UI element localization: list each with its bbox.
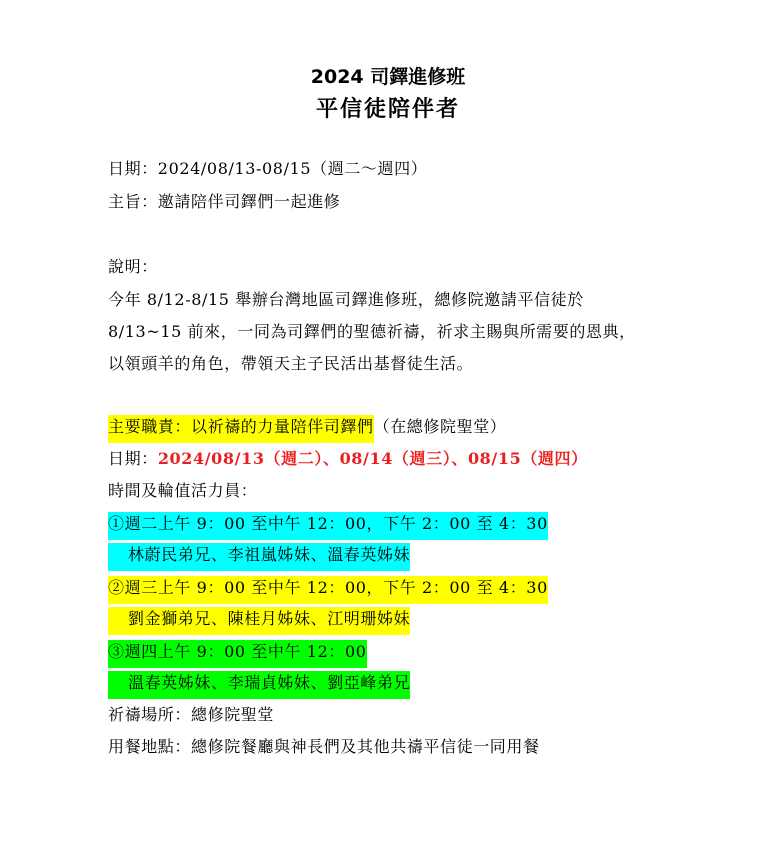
schedule-slot-3-time <box>108 640 367 668</box>
description-label: 說明： <box>108 257 158 276</box>
dates-label: 日期： <box>108 449 158 468</box>
schedule-slot-2-time-text: ②週三上午 9：00 至中午 12：00，下午 2：00 至 4：30 <box>108 576 548 604</box>
schedule-slot-1-time-text: ①週二上午 9：00 至中午 12：00，下午 2：00 至 4：30 <box>108 512 548 540</box>
schedule-slot-2-people <box>108 607 410 635</box>
schedule-slot-3-time-text: ③週四上午 9：00 至中午 12：00 <box>108 640 367 668</box>
prayer-place: 祈禱場所：總修院聖堂 <box>108 705 275 724</box>
schedule-slot-2-people-text: 劉金獅弟兄、陳桂月姊妹、江明珊姊妹 <box>108 607 410 635</box>
description-line-3: 以領頭羊的角色，帶領天主子民活出基督徒生活。 <box>108 354 474 373</box>
schedule-slot-3-people-text: 溫春英姊妹、李瑞貞姊妹、劉亞峰弟兄 <box>108 671 410 699</box>
header-purpose: 主旨：邀請陪伴司鐸們一起進修 <box>108 192 341 211</box>
duty-location: （在總修院聖堂） <box>373 417 507 436</box>
dates-line <box>108 449 588 469</box>
dates-value: 2024/08/13（週二）、08/14（週三）、08/15（週四） <box>157 449 588 468</box>
schedule-slot-3-people <box>108 671 410 699</box>
header-date: 日期：2024/08/13-08/15（週二～週四） <box>108 159 428 178</box>
schedule-slot-1-people <box>108 543 410 571</box>
document-title: 2024 司鐸進修班 <box>310 66 466 88</box>
schedule-label: 時間及輪值活力員： <box>108 481 258 500</box>
schedule-slot-1-time <box>108 512 548 540</box>
schedule-slot-2-time <box>108 576 548 604</box>
duty-highlight: 主要職責：以祈禱的力量陪伴司鐸們 <box>108 415 374 443</box>
dining-place: 用餐地點：總修院餐廳與神長們及其他共禱平信徒一同用餐 <box>108 737 540 756</box>
description-line-1: 今年 8/12-8/15 舉辦台灣地區司鐸進修班，總修院邀請平信徒於 <box>108 290 584 309</box>
duty-line <box>108 415 506 443</box>
description-line-2: 8/13~15 前來，一同為司鐸們的聖德祈禱，祈求主賜與所需要的恩典， <box>108 322 636 341</box>
document-subtitle: 平信徒陪伴者 <box>315 97 460 122</box>
schedule-slot-1-people-text: 林蔚民弟兄、李祖嵐姊妹、溫春英姊妹 <box>108 543 410 571</box>
